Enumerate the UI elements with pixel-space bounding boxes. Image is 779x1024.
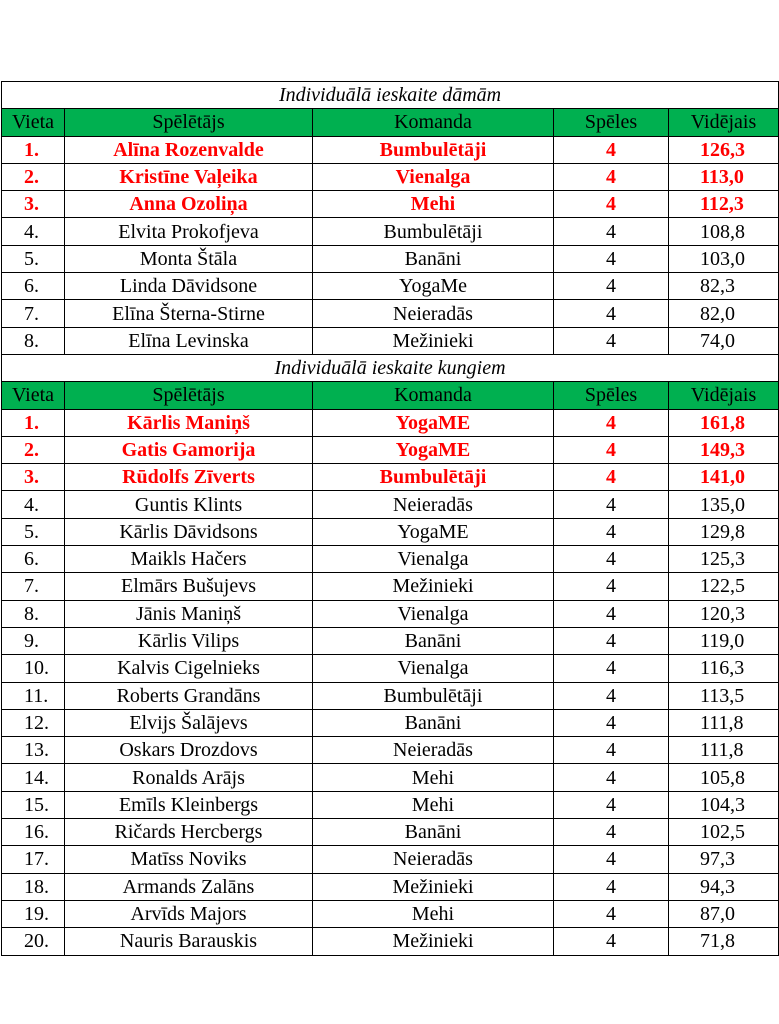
table-row — [2, 409, 779, 436]
games-cell: 4 — [554, 819, 669, 846]
table-row — [2, 546, 779, 573]
games-cell: 4 — [554, 163, 669, 190]
average-cell: 135,0 — [669, 491, 779, 518]
team-cell: YogaMe — [313, 273, 554, 300]
place-cell: 5. — [2, 245, 65, 272]
place-cell: 7. — [2, 300, 65, 327]
player-cell: Oskars Drozdovs — [65, 737, 313, 764]
player-cell: Matīss Noviks — [65, 846, 313, 873]
header-average: Vidējais — [669, 382, 779, 409]
team-cell: Mehi — [313, 191, 554, 218]
games-cell: 4 — [554, 300, 669, 327]
team-cell: Mežinieki — [313, 928, 554, 955]
header-games: Spēles — [554, 109, 669, 136]
table-row — [2, 873, 779, 900]
player-cell: Arvīds Majors — [65, 900, 313, 927]
place-cell: 6. — [2, 273, 65, 300]
header-games: Spēles — [554, 382, 669, 409]
games-cell: 4 — [554, 846, 669, 873]
place-cell: 16. — [2, 819, 65, 846]
table-row — [2, 709, 779, 736]
team-cell: Neieradās — [313, 491, 554, 518]
average-cell: 149,3 — [669, 436, 779, 463]
games-cell: 4 — [554, 791, 669, 818]
player-cell: Elmārs Bušujevs — [65, 573, 313, 600]
player-cell: Roberts Grandāns — [65, 682, 313, 709]
header-place: Vieta — [2, 109, 65, 136]
average-cell: 105,8 — [669, 764, 779, 791]
men-header-row — [2, 382, 779, 409]
games-cell: 4 — [554, 245, 669, 272]
games-cell: 4 — [554, 436, 669, 463]
place-cell: 8. — [2, 327, 65, 354]
place-cell: 3. — [2, 464, 65, 491]
header-team: Komanda — [313, 382, 554, 409]
team-cell: Bumbulētāji — [313, 464, 554, 491]
player-cell: Emīls Kleinbergs — [65, 791, 313, 818]
team-cell: Vienalga — [313, 546, 554, 573]
team-cell: Neieradās — [313, 737, 554, 764]
average-cell: 97,3 — [669, 846, 779, 873]
player-cell: Kalvis Cigelnieks — [65, 655, 313, 682]
average-cell: 116,3 — [669, 655, 779, 682]
games-cell: 4 — [554, 191, 669, 218]
average-cell: 82,3 — [669, 273, 779, 300]
player-cell: Ronalds Arājs — [65, 764, 313, 791]
header-player: Spēlētājs — [65, 109, 313, 136]
team-cell: Neieradās — [313, 846, 554, 873]
place-cell: 3. — [2, 191, 65, 218]
table-row — [2, 491, 779, 518]
place-cell: 11. — [2, 682, 65, 709]
average-cell: 112,3 — [669, 191, 779, 218]
average-cell: 111,8 — [669, 737, 779, 764]
table-row — [2, 600, 779, 627]
average-cell: 103,0 — [669, 245, 779, 272]
games-cell: 4 — [554, 682, 669, 709]
games-cell: 4 — [554, 518, 669, 545]
table-row — [2, 191, 779, 218]
team-cell: Banāni — [313, 627, 554, 654]
games-cell: 4 — [554, 900, 669, 927]
player-cell: Kārlis Dāvidsons — [65, 518, 313, 545]
place-cell: 7. — [2, 573, 65, 600]
table-row — [2, 464, 779, 491]
player-cell: Ričards Hercbergs — [65, 819, 313, 846]
games-cell: 4 — [554, 873, 669, 900]
place-cell: 13. — [2, 737, 65, 764]
average-cell: 102,5 — [669, 819, 779, 846]
player-cell: Linda Dāvidsone — [65, 273, 313, 300]
games-cell: 4 — [554, 327, 669, 354]
place-cell: 20. — [2, 928, 65, 955]
table-row — [2, 627, 779, 654]
player-cell: Anna Ozoliņa — [65, 191, 313, 218]
average-cell: 82,0 — [669, 300, 779, 327]
games-cell: 4 — [554, 464, 669, 491]
place-cell: 6. — [2, 546, 65, 573]
player-cell: Kristīne Vaļeika — [65, 163, 313, 190]
player-cell: Monta Štāla — [65, 245, 313, 272]
player-cell: Jānis Maniņš — [65, 600, 313, 627]
player-cell: Elvita Prokofjeva — [65, 218, 313, 245]
place-cell: 4. — [2, 218, 65, 245]
table-row — [2, 900, 779, 927]
average-cell: 122,5 — [669, 573, 779, 600]
header-place: Vieta — [2, 382, 65, 409]
table-row — [2, 573, 779, 600]
table-row — [2, 163, 779, 190]
table-row — [2, 764, 779, 791]
table-row — [2, 300, 779, 327]
team-cell: Mehi — [313, 764, 554, 791]
average-cell: 113,0 — [669, 163, 779, 190]
men-section-title: Individuālā ieskaite kungiem — [2, 354, 779, 381]
average-cell: 126,3 — [669, 136, 779, 163]
place-cell: 19. — [2, 900, 65, 927]
player-cell: Maikls Hačers — [65, 546, 313, 573]
place-cell: 10. — [2, 655, 65, 682]
team-cell: Mehi — [313, 791, 554, 818]
average-cell: 113,5 — [669, 682, 779, 709]
place-cell: 14. — [2, 764, 65, 791]
average-cell: 119,0 — [669, 627, 779, 654]
place-cell: 1. — [2, 136, 65, 163]
table-row — [2, 819, 779, 846]
team-cell: Bumbulētāji — [313, 682, 554, 709]
team-cell: YogaME — [313, 409, 554, 436]
games-cell: 4 — [554, 764, 669, 791]
team-cell: YogaME — [313, 518, 554, 545]
place-cell: 9. — [2, 627, 65, 654]
average-cell: 94,3 — [669, 873, 779, 900]
table-row — [2, 791, 779, 818]
place-cell: 18. — [2, 873, 65, 900]
player-cell: Guntis Klints — [65, 491, 313, 518]
games-cell: 4 — [554, 573, 669, 600]
table-row — [2, 518, 779, 545]
table-row — [2, 737, 779, 764]
header-player: Spēlētājs — [65, 382, 313, 409]
team-cell: Banāni — [313, 709, 554, 736]
average-cell: 129,8 — [669, 518, 779, 545]
team-cell: Banāni — [313, 245, 554, 272]
team-cell: YogaME — [313, 436, 554, 463]
games-cell: 4 — [554, 273, 669, 300]
games-cell: 4 — [554, 136, 669, 163]
women-header-row — [2, 109, 779, 136]
place-cell: 2. — [2, 436, 65, 463]
team-cell: Vienalga — [313, 600, 554, 627]
team-cell: Neieradās — [313, 300, 554, 327]
average-cell: 104,3 — [669, 791, 779, 818]
table-row — [2, 682, 779, 709]
team-cell: Mežinieki — [313, 327, 554, 354]
average-cell: 108,8 — [669, 218, 779, 245]
table-row — [2, 436, 779, 463]
player-cell: Gatis Gamorija — [65, 436, 313, 463]
table-row — [2, 273, 779, 300]
place-cell: 15. — [2, 791, 65, 818]
men-section-title-row — [2, 354, 779, 381]
games-cell: 4 — [554, 546, 669, 573]
place-cell: 4. — [2, 491, 65, 518]
team-cell: Vienalga — [313, 163, 554, 190]
header-average: Vidējais — [669, 109, 779, 136]
average-cell: 161,8 — [669, 409, 779, 436]
header-team: Komanda — [313, 109, 554, 136]
average-cell: 120,3 — [669, 600, 779, 627]
games-cell: 4 — [554, 409, 669, 436]
average-cell: 71,8 — [669, 928, 779, 955]
average-cell: 87,0 — [669, 900, 779, 927]
place-cell: 12. — [2, 709, 65, 736]
team-cell: Bumbulētāji — [313, 136, 554, 163]
table-row — [2, 928, 779, 955]
player-cell: Rūdolfs Zīverts — [65, 464, 313, 491]
games-cell: 4 — [554, 737, 669, 764]
games-cell: 4 — [554, 491, 669, 518]
player-cell: Nauris Barauskis — [65, 928, 313, 955]
team-cell: Banāni — [313, 819, 554, 846]
games-cell: 4 — [554, 655, 669, 682]
table-row — [2, 655, 779, 682]
games-cell: 4 — [554, 600, 669, 627]
team-cell: Mežinieki — [313, 873, 554, 900]
place-cell: 5. — [2, 518, 65, 545]
player-cell: Kārlis Vilips — [65, 627, 313, 654]
team-cell: Bumbulētāji — [313, 218, 554, 245]
women-section-title-row — [2, 82, 779, 109]
team-cell: Mehi — [313, 900, 554, 927]
games-cell: 4 — [554, 218, 669, 245]
player-cell: Armands Zalāns — [65, 873, 313, 900]
table-row — [2, 218, 779, 245]
table-row — [2, 136, 779, 163]
team-cell: Vienalga — [313, 655, 554, 682]
games-cell: 4 — [554, 928, 669, 955]
table-row — [2, 245, 779, 272]
table-row — [2, 327, 779, 354]
average-cell: 111,8 — [669, 709, 779, 736]
games-cell: 4 — [554, 627, 669, 654]
player-cell: Alīna Rozenvalde — [65, 136, 313, 163]
place-cell: 8. — [2, 600, 65, 627]
place-cell: 17. — [2, 846, 65, 873]
player-cell: Elīna Levinska — [65, 327, 313, 354]
player-cell: Elvijs Šalājevs — [65, 709, 313, 736]
table-row — [2, 846, 779, 873]
average-cell: 141,0 — [669, 464, 779, 491]
team-cell: Mežinieki — [313, 573, 554, 600]
women-section-title: Individuālā ieskaite dāmām — [2, 82, 779, 109]
place-cell: 2. — [2, 163, 65, 190]
standings-table — [1, 81, 779, 956]
player-cell: Kārlis Maniņš — [65, 409, 313, 436]
average-cell: 125,3 — [669, 546, 779, 573]
games-cell: 4 — [554, 709, 669, 736]
player-cell: Elīna Šterna-Stirne — [65, 300, 313, 327]
average-cell: 74,0 — [669, 327, 779, 354]
place-cell: 1. — [2, 409, 65, 436]
